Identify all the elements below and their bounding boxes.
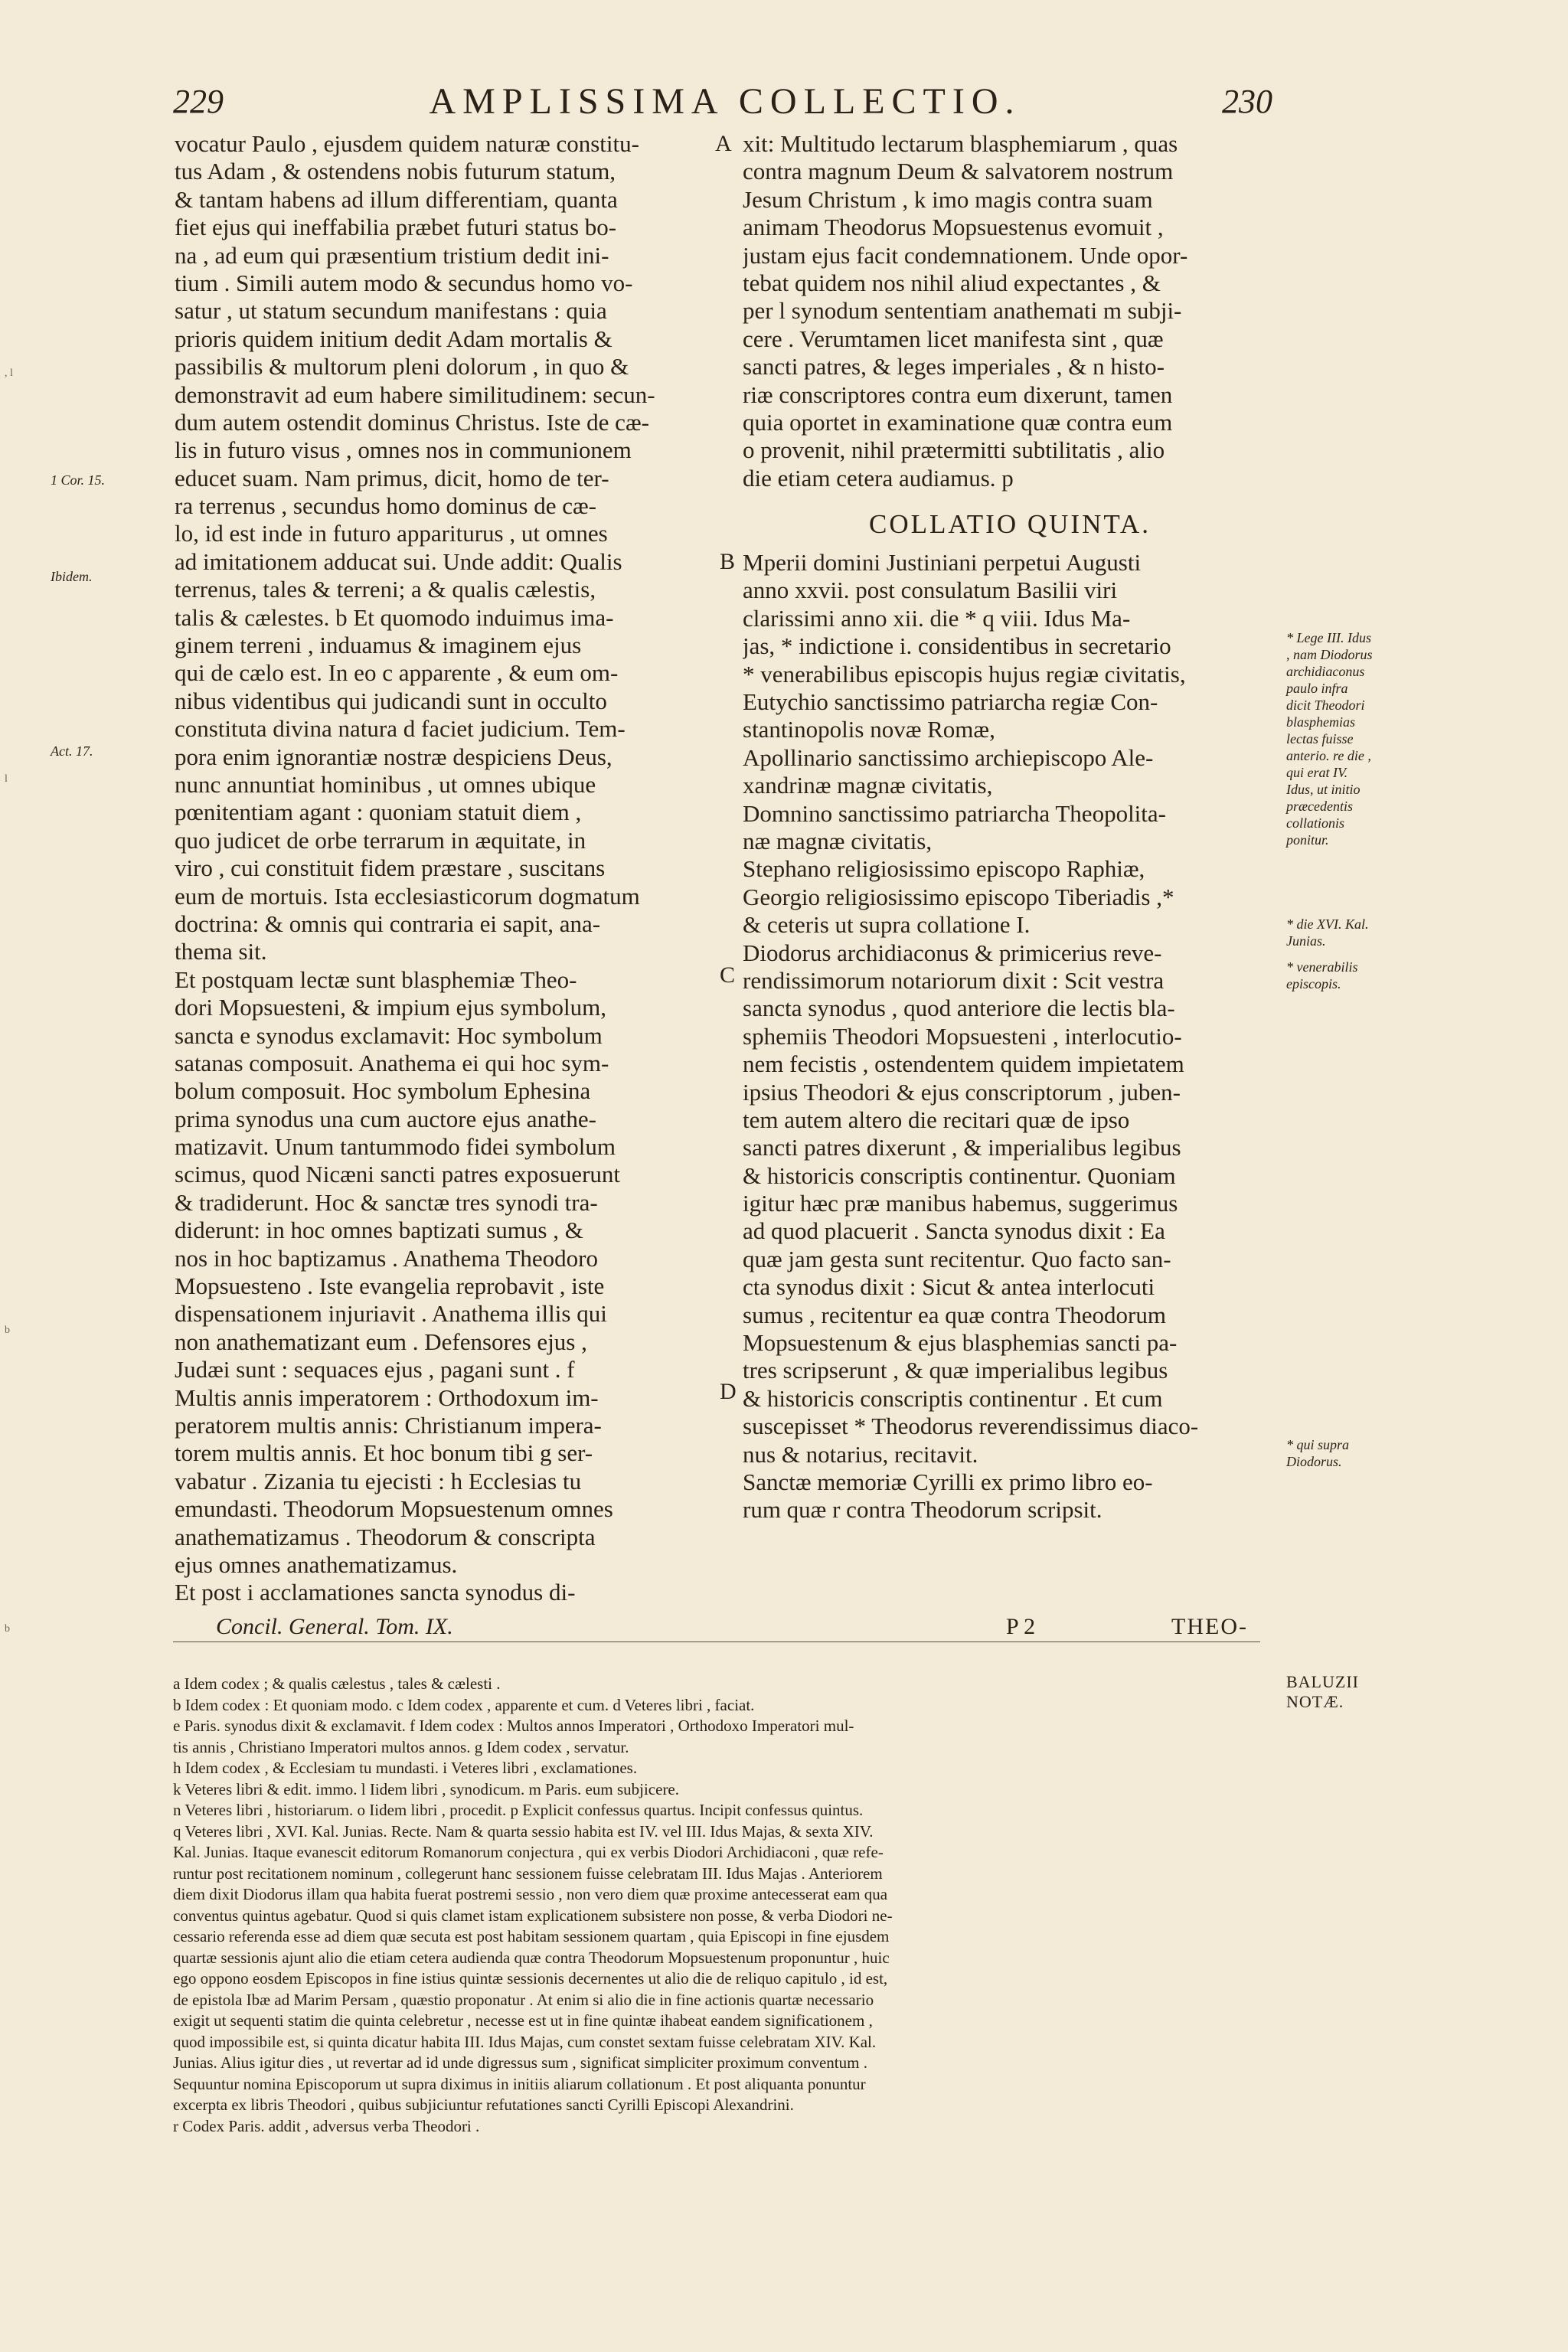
text-line: terrenus, tales & terreni; a & qualis cælestis, <box>175 576 596 603</box>
gutter-mark: b <box>5 1325 10 1336</box>
text-line: Mopsuestenum & ejus blasphemias sancti pa- <box>743 1329 1178 1357</box>
margin-note-qui-supra: * qui supra Diodorus. <box>1286 1437 1350 1469</box>
note-line: de epistola Ibæ ad Marim Persam , quæstio proponatur . At enim si alio die in fine actionis quartæ necessario <box>173 1990 874 2009</box>
gutter-mark: l <box>5 773 8 785</box>
section-letter-b: B <box>720 549 736 574</box>
text-line: o provenit, nihil prætermitti subtilitatis , alio <box>743 436 1165 464</box>
text-line: suscepisset * Theodorus reverendissimus diaco- <box>743 1413 1199 1440</box>
margin-note-act: Act. 17. <box>51 743 93 759</box>
text-line: bolum composuit. Hoc symbolum Ephesina <box>175 1077 591 1105</box>
text-line: eum de mortuis. Ista ecclesiasticorum dogmatum <box>175 882 640 910</box>
baluzii-label-line2: NOTÆ. <box>1286 1692 1344 1711</box>
note-line: h Idem codex , & Ecclesiam tu mundasti. i Veteres libri , exclamationes. <box>173 1759 638 1777</box>
text-line: Stephano religiosissimo episcopo Raphiæ, <box>743 855 1145 883</box>
text-line: dori Mopsuesteni, & impium ejus symbolum, <box>175 994 607 1021</box>
text-line: diderunt: in hoc omnes baptizati sumus , & <box>175 1217 583 1244</box>
note-line: e Paris. synodus dixit & exclamavit. f Idem codex : Multos annos Imperatori , Orthodoxo Imperatori mul- <box>173 1717 854 1735</box>
text-line: talis & cælestes. b Et quomodo induimus ima- <box>175 603 614 631</box>
note-line: k Veteres libri & edit. immo. l Iidem libri , synodicum. m Paris. eum subjicere. <box>173 1779 680 1798</box>
margin-note-ibidem: Ibidem. <box>51 569 93 584</box>
note-line: Sequuntur nomina Episcoporum ut supra diximus in initiis aliarum collationum . Et post aliquanta ponuntur <box>173 2074 866 2093</box>
text-line: nem fecistis , ostendentem quidem impietatem <box>743 1050 1184 1078</box>
text-line: Mopsuesteno . Iste evangelia reprobavit , iste <box>175 1272 605 1300</box>
text-line: Sanctæ memoriæ Cyrilli ex primo libro eo- <box>743 1468 1153 1495</box>
text-line: emundasti. Theodorum Mopsuestenum omnes <box>175 1495 613 1523</box>
text-line: & historicis conscriptis continentur. Quoniam <box>743 1161 1176 1189</box>
right-page-number: 230 <box>1222 83 1272 120</box>
running-title: AMPLISSIMA COLLECTIO. <box>429 81 1021 122</box>
note-line: tis annis , Christiano Imperatori multos annos. g Idem codex , servatur. <box>173 1737 629 1756</box>
text-line: matizavit. Unum tantummodo fidei symbolum <box>175 1133 616 1161</box>
text-line: xit: Multitudo lectarum blasphemiarum , quas <box>743 130 1178 157</box>
text-line: næ magnæ civitatis, <box>743 827 933 854</box>
margin-note-lege: * Lege III. Idus , nam Diodorus archidiaconus paulo infra dicit Theodori blasphemias lectas fuisse anterio. re die , qui erat IV. Idus, ut initio præcedentis collationis ponitur. <box>1286 630 1373 848</box>
text-line: nunc annuntiat hominibus , ut omnes ubique <box>175 770 596 798</box>
section-letter-d: D <box>720 1379 737 1404</box>
text-line: satanas composuit. Anathema ei qui hoc sym- <box>175 1049 609 1076</box>
text-line: qui de cælo est. In eo c apparente , & eum om- <box>175 659 619 687</box>
text-line: ad quod placuerit . Sancta synodus dixit : Ea <box>743 1217 1165 1245</box>
text-line: tebat quidem nos nihil aliud expectantes , & <box>743 269 1161 296</box>
text-line: quia oportet in examinatione quæ contra eum <box>743 408 1173 436</box>
text-line: justam ejus facit condemnationem. Unde opor- <box>743 241 1188 269</box>
text-line: viro , cui constituit fidem præstare , suscitans <box>175 854 606 882</box>
text-line: fiet ejus qui ineffabilia præbet futuri status bo- <box>175 214 617 241</box>
text-line: na , ad eum qui præsentium tristium dedit ini- <box>175 241 609 269</box>
note-line: Junias. Alius igitur dies , ut revertar ad id unde digressus sum , significat simpliciter proximum conventum . <box>173 2053 867 2072</box>
right-text-column <box>743 130 1277 1524</box>
text-line: animam Theodorus Mopsuestenus evomuit , <box>743 214 1164 241</box>
note-line: a Idem codex ; & qualis cælestus , tales & cælesti . <box>173 1674 501 1693</box>
text-line: * venerabilibus episcopis hujus regiæ civitatis, <box>743 660 1186 688</box>
text-line: prioris quidem initium dedit Adam mortalis & <box>175 325 612 352</box>
text-line: ginem terreni , induamus & imaginem ejus <box>175 632 582 659</box>
text-line: ad imitationem adducat sui. Unde addit: Qualis <box>175 547 622 575</box>
text-line: ejus omnes anathematizamus. <box>175 1550 458 1578</box>
note-line: cessario referenda esse ad diem quæ secuta est post habitam sessionem quartam , quia Episcopi in fine ejusdem <box>173 1927 890 1945</box>
text-line: tium . Simili autem modo & secundus homo vo- <box>175 269 633 296</box>
text-line: vocatur Paulo , ejusdem quidem naturæ constitu- <box>175 130 639 157</box>
footer-signature: P 2 <box>1006 1614 1036 1639</box>
text-line: contra magnum Deum & salvatorem nostrum <box>743 158 1174 185</box>
text-line: satur , ut statum secundum manifestans : quia <box>175 297 607 325</box>
gutter-mark: b <box>5 1623 10 1635</box>
text-line: sancta e synodus exclamavit: Hoc symbolum <box>175 1021 603 1049</box>
note-line: b Idem codex : Et quoniam modo. c Idem codex , apparente et cum. d Veteres libri , faciat. <box>173 1695 755 1714</box>
gutter-mark: , l <box>5 368 13 379</box>
text-line: Et post i acclamationes sancta synodus di- <box>175 1579 576 1606</box>
footer-catchword: THEO- <box>1171 1614 1248 1639</box>
note-line: quartæ sessionis ajunt alio die etiam cetera audienda quæ contra Theodorum Mopsuestenum proponuntur , huic <box>173 1948 890 1967</box>
text-line: cere . Verumtamen licet manifesta sint , quæ <box>743 325 1164 352</box>
text-line: & tantam habens ad illum differentiam, quanta <box>175 185 618 213</box>
text-line: non anathematizant eum . Defensores ejus , <box>175 1328 587 1355</box>
margin-note-venerabilis: * venerabilis episcopis. <box>1286 959 1358 991</box>
margin-note-cor: 1 Cor. 15. <box>51 472 106 488</box>
text-line: constituta divina natura d faciet judicium. Tem- <box>175 715 626 743</box>
text-line: sancti patres, & leges imperiales , & n histo- <box>743 353 1165 381</box>
text-line: die etiam cetera audiamus. p <box>743 464 1014 492</box>
note-line: Kal. Junias. Itaque evanescit editorum Romanorum conjectura , qui ex verbis Diodori Archidiaconi , quæ refe- <box>173 1843 884 1861</box>
text-line: tus Adam , & ostendens nobis futurum statum, <box>175 158 616 185</box>
baluzii-label <box>1286 1672 1359 1712</box>
text-line: igitur hæc præ manibus habemus, suggerimus <box>743 1190 1178 1217</box>
text-line: nos in hoc baptizamus . Anathema Theodoro <box>175 1244 599 1272</box>
text-line: rum quæ r contra Theodorum scripsit. <box>743 1496 1102 1524</box>
text-line: Mperii domini Justiniani perpetui Augusti <box>743 549 1142 577</box>
text-line: torem multis annis. Et hoc bonum tibi g ser- <box>175 1439 593 1467</box>
text-line: riæ conscriptores contra eum dixerunt, tamen <box>743 381 1173 408</box>
text-line: pœnitentiam agant : quoniam statuit diem , <box>175 799 582 826</box>
text-line: demonstravit ad eum habere similitudinem: secun- <box>175 381 655 408</box>
text-line: rendissimorum notariorum dixit : Scit vestra <box>743 966 1165 994</box>
text-line: anno xxvii. post consulatum Basilii viri <box>743 577 1118 604</box>
text-line: scimus, quod Nicæni sancti patres exposuerunt <box>175 1161 621 1188</box>
left-text-column <box>175 130 720 1607</box>
text-line: & ceteris ut supra collatione I. <box>743 911 1031 939</box>
text-line: dispensationem injuriavit . Anathema illis qui <box>175 1300 607 1328</box>
text-line: ipsius Theodori & ejus conscriptorum , juben- <box>743 1078 1181 1106</box>
text-line: peratorem multis annis: Christianum impera- <box>175 1411 602 1439</box>
section-letter-a: A <box>715 131 732 156</box>
note-line: exigit ut sequenti statim die quinta celebretur , necesse est ut in fine quintæ ihabeat eandem significationem , <box>173 2011 873 2030</box>
note-line: n Veteres libri , historiarum. o Iidem libri , procedit. p Explicit confessus quartus. Incipit confessus quintus. <box>173 1801 864 1819</box>
note-line: r Codex Paris. addit , adversus verba Theodori . <box>173 2116 480 2135</box>
text-line: Multis annis imperatorem : Orthodoxum im- <box>175 1383 599 1411</box>
note-line: runtur post recitationem nominum , collegerunt hanc sessionem fuisse celebratam III. Idus Majas . Anteriorem <box>173 1864 883 1883</box>
text-line: thema sit. <box>175 938 267 965</box>
text-line: Apollinario sanctissimo archiepiscopo Ale- <box>743 743 1154 771</box>
note-line: excerpta ex libris Theodori , quibus subjiciuntur refutationes sancti Cyrilli Episcopi Alexandrini. <box>173 2096 794 2114</box>
text-line: xandrinæ magnæ civitatis, <box>743 772 993 799</box>
right-text-part2 <box>743 549 1277 1524</box>
text-line: Eutychio sanctissimo patriarcha regiæ Con- <box>743 688 1158 716</box>
text-line: tres scripserunt , & quæ imperialibus legibus <box>743 1357 1168 1384</box>
text-line: tem autem altero die recitari quæ de ipso <box>743 1106 1130 1133</box>
text-line: Judæi sunt : sequaces ejus , pagani sunt . f <box>175 1356 575 1383</box>
text-line: anathematizamus . Theodorum & conscripta <box>175 1523 596 1550</box>
collatio-heading: COLLATIO QUINTA. <box>869 509 1151 540</box>
section-letter-c: C <box>720 962 736 988</box>
text-line: pora enim ignorantiæ nostræ despiciens Deus, <box>175 743 612 770</box>
text-line: clarissimi anno xii. die * q viii. Idus Ma- <box>743 604 1131 632</box>
text-line: lis in futuro visus , omnes nos in communionem <box>175 436 632 464</box>
text-line: prima synodus una cum auctore ejus anathe- <box>175 1105 596 1132</box>
text-line: doctrina: & omnis qui contraria ei sapit, ana- <box>175 910 601 937</box>
text-line: sphemiis Theodori Mopsuesteni , interlocutio- <box>743 1022 1182 1050</box>
text-line: Diodorus archidiaconus & primicerius reve- <box>743 939 1162 966</box>
text-line: Et postquam lectæ sunt blasphemiæ Theo- <box>175 965 577 993</box>
note-line: quod impossibile est, si quinta dicatur habita III. Idus Majas, cum constet sextam fuisse celebratam XIV. Kal. <box>173 2032 877 2051</box>
text-line: nus & notarius, recitavit. <box>743 1440 978 1468</box>
text-line: cta synodus dixit : Sicut & antea interlocuti <box>743 1273 1155 1301</box>
baluzii-notes <box>173 1674 1306 2137</box>
text-line: quæ jam gesta sunt recitentur. Quo facto san- <box>743 1245 1171 1272</box>
text-line: sumus , recitentur ea quæ contra Theodorum <box>743 1301 1166 1328</box>
text-line: & tradiderunt. Hoc & sanctæ tres synodi tra- <box>175 1188 598 1216</box>
text-line: ra terrenus , secundus homo dominus de cæ- <box>175 492 596 520</box>
text-line: stantinopolis novæ Romæ, <box>743 716 995 743</box>
text-line: per l synodum sententiam anathemati m subji- <box>743 297 1182 325</box>
note-line: ego oppono eosdem Episcopos in fine istius quintæ sessionis decernentes ut alio die de reliquo capitulo , id est, <box>173 1969 888 1988</box>
text-line: jas, * indictione i. considentibus in secretario <box>743 632 1171 660</box>
note-line: conventus quintus agebatur. Quod si quis clamet istam explicationem subsistere non posse, & verba Diodori ne- <box>173 1906 893 1925</box>
note-line: q Veteres libri , XVI. Kal. Junias. Recte. Nam & quarta sessio habita est IV. vel III. Idus Majas, & sexta XIV. <box>173 1821 874 1841</box>
baluzii-label-line1: BALUZII <box>1286 1672 1359 1691</box>
text-line: sancti patres dixerunt , & imperialibus legibus <box>743 1134 1181 1161</box>
text-line: Georgio religiosissimo episcopo Tiberiadis ,* <box>743 883 1174 910</box>
text-line: Jesum Christum , k imo magis contra suam <box>743 185 1153 213</box>
text-line: Domnino sanctissimo patriarcha Theopolita- <box>743 799 1166 827</box>
note-line: diem dixit Diodorus illam qua habita fuerat postremi sessio , non vero diem quæ proxime antecesserat eam qua <box>173 1885 888 1903</box>
text-line: lo, id est inde in futuro appariturus , ut omnes <box>175 520 608 547</box>
text-line: passibilis & multorum pleni dolorum , in quo & <box>175 353 629 381</box>
text-line: vabatur . Zizania tu ejecisti : h Ecclesias tu <box>175 1467 582 1494</box>
footer-volume: Concil. General. Tom. IX. <box>216 1614 453 1639</box>
text-line: sancta synodus , quod anteriore die lectis bla- <box>743 995 1175 1022</box>
text-line: quo judicet de orbe terrarum in æquitate, in <box>175 826 586 854</box>
text-line: educet suam. Nam primus, dicit, homo de ter- <box>175 464 609 492</box>
left-page-number: 229 <box>173 83 224 120</box>
margin-note-die: * die XVI. Kal. Junias. <box>1286 916 1369 949</box>
text-line: & historicis conscriptis continentur . Et cum <box>743 1384 1163 1412</box>
text-line: nibus videntibus qui judicandi sunt in occulto <box>175 687 607 714</box>
text-line: dum autem ostendit dominus Christus. Iste de cæ- <box>175 408 649 436</box>
right-text-part1 <box>743 130 1277 492</box>
